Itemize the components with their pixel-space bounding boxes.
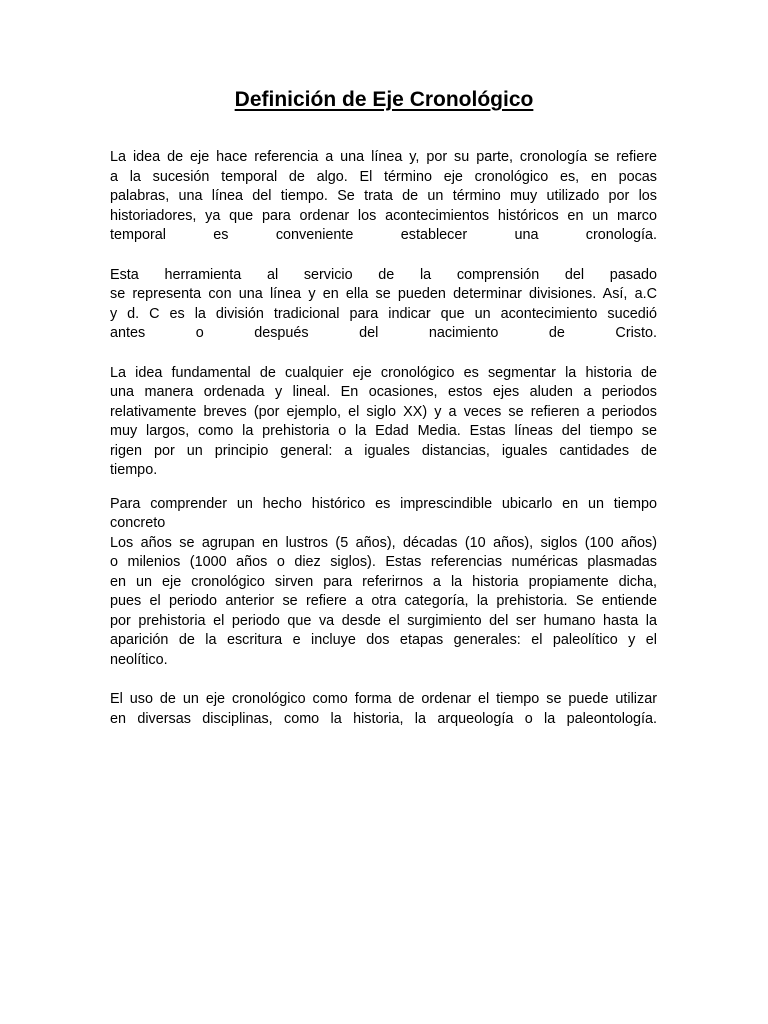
text-line: palabras, una línea del tiempo. Se trata de un término muy utilizado por los [110,188,657,204]
document-body [110,148,657,729]
paragraph-eje-definicion [110,148,657,246]
paragraph-idea-fundamental [110,364,657,481]
text-line: antes o después del nacimiento de Cristo. [110,325,657,341]
text-line: concreto [110,515,166,531]
text-line: una manera ordenada y lineal. En ocasiones, estos ejes aluden a periodos [110,384,657,400]
text-line: La idea de eje hace referencia a una línea y, por su parte, cronología se refiere [110,149,657,165]
text-line: se representa con una línea y en ella se pueden determinar divisiones. Así, a.C [110,286,657,302]
document-title: Definición de Eje Cronológico [234,88,534,111]
text-line: pues el periodo anterior se refiere a otra categoría, la prehistoria. Se entiende [110,593,657,609]
text-line: en diversas disciplinas, como la historia, la arqueología o la paleontología. [110,710,657,727]
text-line: La idea fundamental de cualquier eje cronológico es segmentar la historia de [110,364,657,381]
text-line: o milenios (1000 años o diez siglos). Estas referencias numéricas plasmadas [110,554,657,570]
text-line: Para comprender un hecho histórico es imprescindible ubicarlo en un tiempo [110,495,657,512]
text-line: a la sucesión temporal de algo. El término eje cronológico es, en pocas [110,168,657,185]
text-line: y d. C es la división tradicional para indicar que un acontecimiento sucedió [110,305,657,322]
text-line: temporal es conveniente establecer una cronología. [110,227,657,243]
text-line: en un eje cronológico sirven para referirnos a la historia propiamente dicha, [110,573,657,590]
text-line: Esta herramienta al servicio de la comprensión del pasado [110,266,657,283]
text-line: por prehistoria el periodo que va desde el surgimiento del ser humano hasta la [110,612,657,629]
text-line: rigen por un principio general: a iguales distancias, iguales cantidades de [110,442,657,459]
text-line: aparición de la escritura e incluye dos etapas generales: el paleolítico y el [110,632,657,648]
text-line: historiadores, ya que para ordenar los acontecimientos históricos en un marco [110,207,657,224]
text-line: relativamente breves (por ejemplo, el siglo XX) y a veces se refieren a periodos [110,403,657,420]
paragraph-herramienta [110,266,657,344]
paragraph-hecho-historico [110,495,657,671]
paragraph-uso-eje [110,690,657,729]
text-line: Los años se agrupan en lustros (5 años), décadas (10 años), siglos (100 años) [110,534,657,551]
text-line: El uso de un eje cronológico como forma de ordenar el tiempo se puede utilizar [110,691,657,707]
text-line: muy largos, como la prehistoria o la Edad Media. Estas líneas del tiempo se [110,423,657,439]
text-line: tiempo. [110,462,158,478]
text-line: neolítico. [110,651,168,668]
